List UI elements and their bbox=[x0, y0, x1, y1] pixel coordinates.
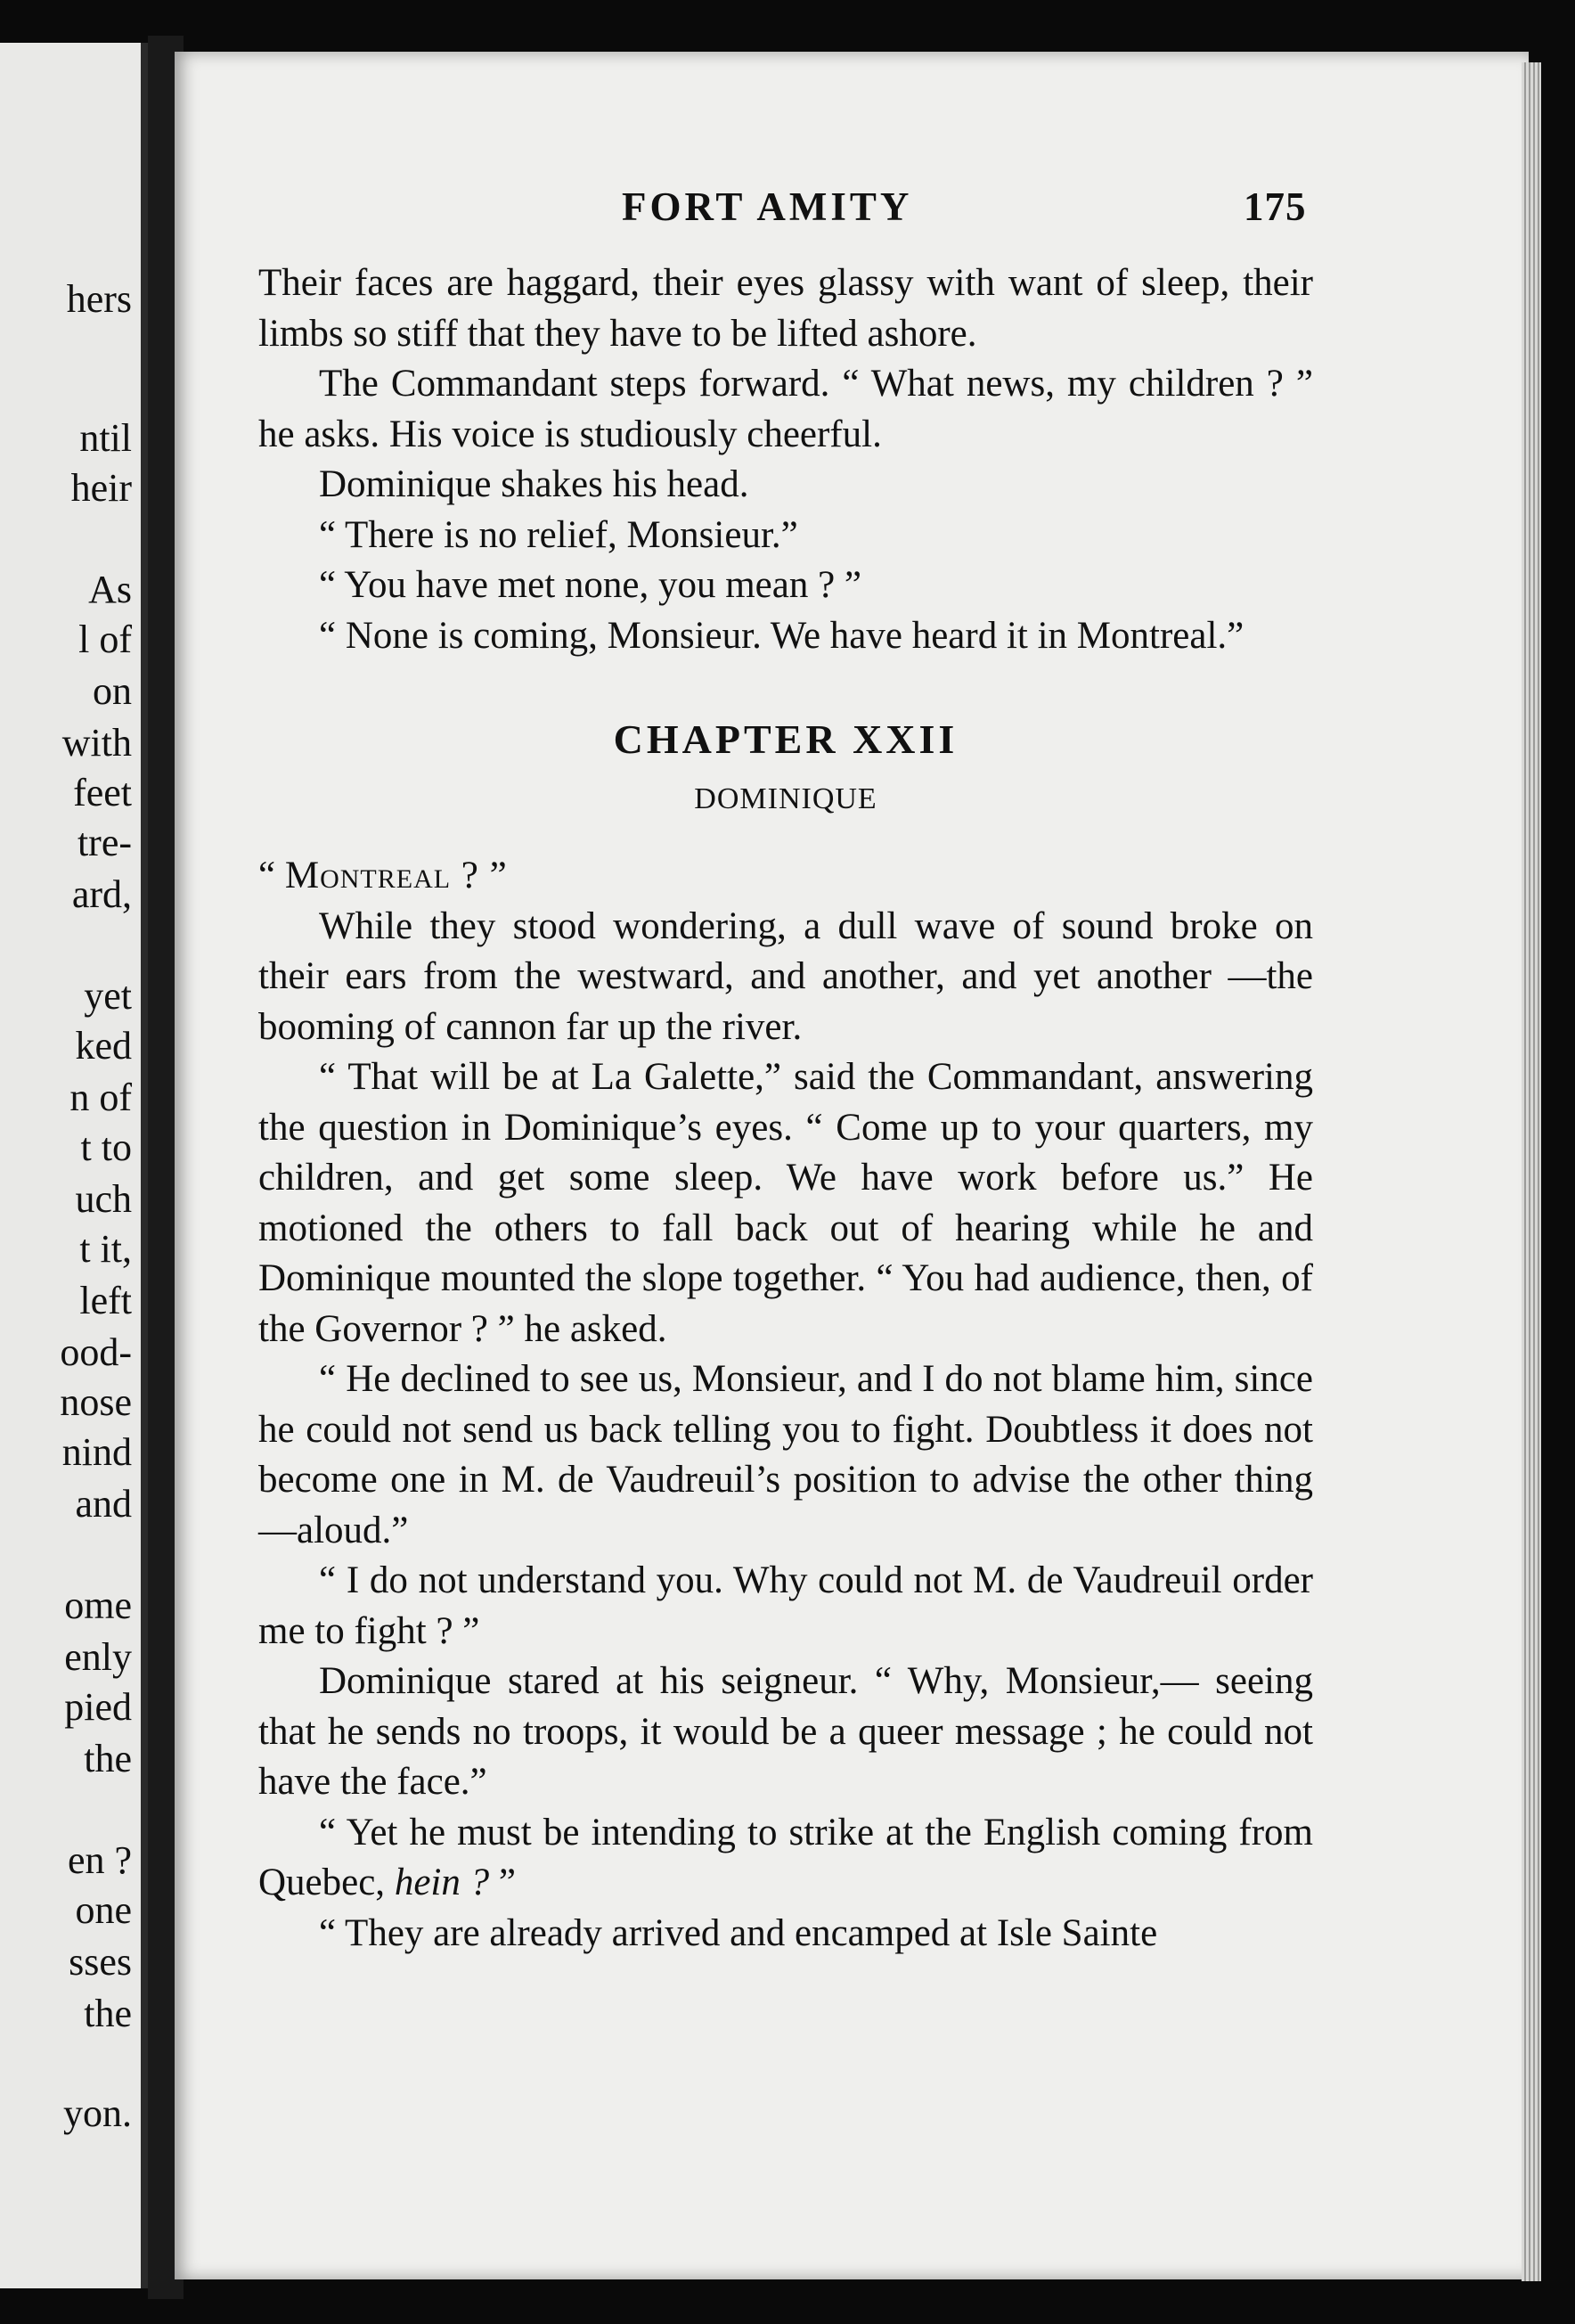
left-page-fragment: n of bbox=[69, 1076, 132, 1119]
left-page-fragment: l of bbox=[78, 618, 132, 661]
left-page-fragment: the bbox=[84, 1737, 132, 1780]
closing-quote: ” bbox=[498, 1862, 516, 1903]
left-page-fragment: ked bbox=[75, 1024, 132, 1068]
left-page-fragment: t it, bbox=[79, 1227, 132, 1271]
left-facing-page bbox=[0, 43, 148, 2288]
left-page-fragment: nose bbox=[60, 1380, 132, 1424]
left-page-fragment: sses bbox=[69, 1940, 132, 1984]
paragraph: “ There is no relief, Monsieur.” bbox=[319, 513, 798, 556]
paragraph: “ He declined to see us, Monsieur, and I do not blame him, since he could not send us back telling you to fight. Doubtless it does not become one in M. de Vaudreuil’s position to advise the other thing—aloud.” bbox=[258, 1358, 1313, 1551]
left-page-fragment: yet bbox=[84, 974, 132, 1018]
running-title: FORT AMITY bbox=[622, 184, 913, 229]
paragraph: “ I do not understand you. Why could not M. de Vaudreuil order me to fight ? ” bbox=[258, 1559, 1313, 1652]
chapter-opening-line bbox=[258, 851, 1313, 902]
quebec-text: “ Yet he must be intending to strike at the English coming from Quebec, bbox=[258, 1811, 1313, 1903]
page-edge bbox=[1522, 62, 1541, 2281]
left-page-fragment: en ? bbox=[67, 1838, 132, 1882]
left-page-fragment: As bbox=[88, 568, 132, 611]
left-page-fragment: pied bbox=[64, 1685, 132, 1729]
left-page-fragment: feet bbox=[73, 771, 132, 814]
left-page-fragment: nind bbox=[61, 1430, 132, 1474]
paragraph: Dominique shakes his head. bbox=[319, 463, 749, 505]
left-page-fragment: ard, bbox=[71, 872, 132, 916]
chapter-heading: CHAPTER XXII bbox=[613, 716, 959, 762]
paragraph: Their faces are haggard, their eyes glassy with want of sleep, their limbs so stiff that they have to be lifted ashore. bbox=[258, 262, 1313, 355]
left-page-fragment: one bbox=[75, 1888, 132, 1932]
body-text bbox=[258, 258, 1313, 1959]
left-page-fragment: heir bbox=[70, 466, 132, 510]
paragraph: “ None is coming, Monsieur. We have heard it in Montreal.” bbox=[319, 614, 1244, 657]
left-page-fragment: t to bbox=[80, 1125, 132, 1169]
left-page-fragment: ntil bbox=[79, 416, 132, 460]
left-page-fragment: enly bbox=[64, 1635, 132, 1679]
left-page-fragment: ood- bbox=[60, 1330, 132, 1374]
paragraph bbox=[258, 1808, 1313, 1909]
left-page-fragment: hers bbox=[66, 277, 132, 321]
book-page bbox=[175, 52, 1529, 2279]
left-page-fragment: uch bbox=[75, 1177, 132, 1221]
left-page-fragment: the bbox=[84, 1992, 132, 2035]
paragraph: Dominique stared at his seigneur. “ Why, Monsieur,— seeing that he sends no troops, it would be a queer message ; he could not have the face.” bbox=[258, 1660, 1313, 1803]
page-number: 175 bbox=[1244, 184, 1307, 229]
left-page-fragment: ome bbox=[64, 1583, 132, 1627]
paragraph: “ That will be at La Galette,” said the Commandant, answering the question in Dominique’s eyes. “ Come up to your quarters, my children, and get some sleep. We have work before us.” He motioned the others to fall back out of hearing while he and Dominique mounted the slope together. “ You had audience, then, of the Governor ? ” he asked. bbox=[258, 1056, 1313, 1350]
italic-word: hein ? bbox=[394, 1862, 499, 1903]
left-page-fragment: tre- bbox=[77, 821, 132, 864]
paragraph: The Commandant steps forward. “ What news, my children ? ” he asks. His voice is studiously cheerful. bbox=[258, 363, 1313, 455]
paragraph: While they stood wondering, a dull wave of sound broke on their ears from the westward, and another, and yet another —the booming of cannon far up the river. bbox=[258, 904, 1313, 1048]
opening-small-caps: Montreal ? ” bbox=[284, 855, 508, 896]
left-page-fragment: on bbox=[93, 669, 132, 713]
left-page-fragment: yon. bbox=[63, 2091, 132, 2135]
paragraph: “ You have met none, you mean ? ” bbox=[319, 564, 862, 606]
left-page-fragment: with bbox=[61, 721, 132, 765]
left-page-fragment: left bbox=[79, 1279, 132, 1322]
last-line: “ They are already arrived and encamped at Isle Sainte bbox=[319, 1911, 1158, 1954]
chapter-subtitle: DOMINIQUE bbox=[694, 781, 877, 815]
opening-quote: “ bbox=[258, 855, 285, 896]
left-page-fragment: and bbox=[75, 1482, 132, 1526]
